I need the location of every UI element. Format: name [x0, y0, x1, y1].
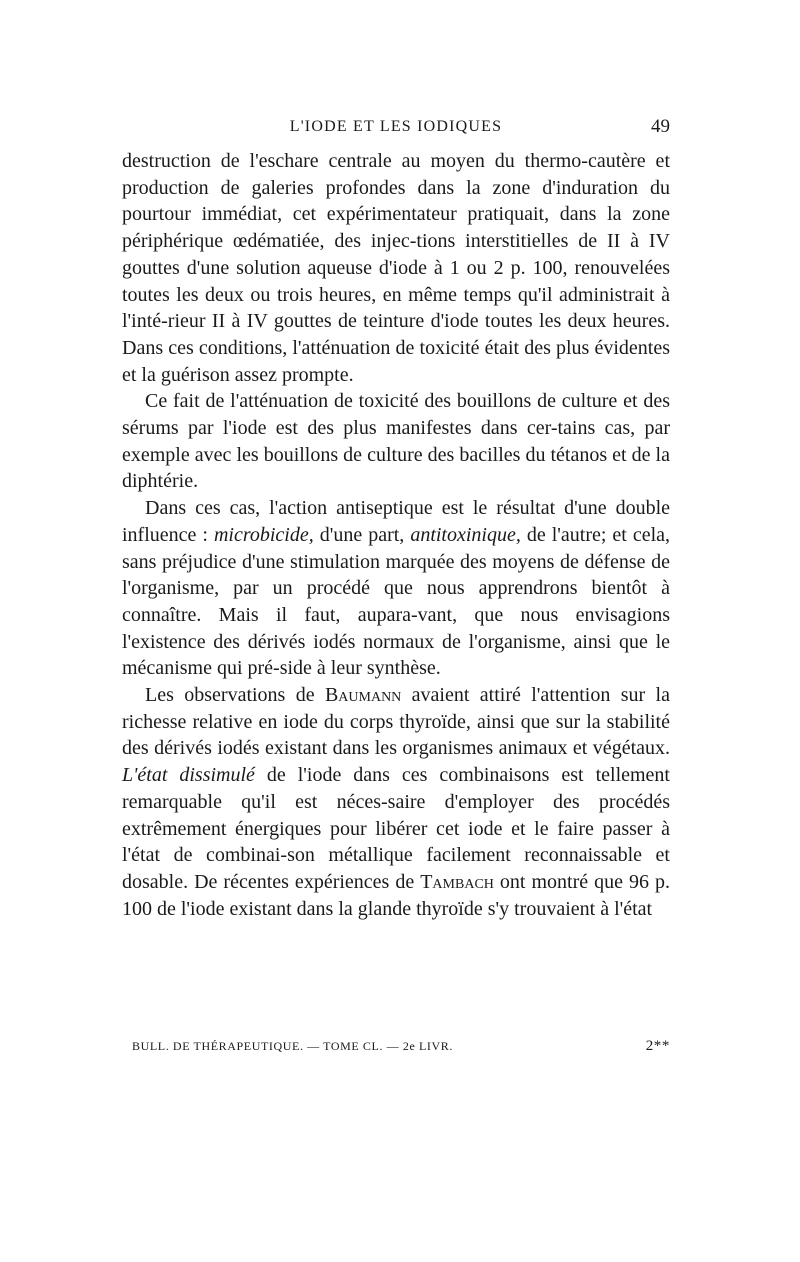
- paragraph-3-text-c: de l'autre; et cela, sans préjudice d'une stimulation marquée des moyens de défense de l'organisme, par un procédé que nous apprendrons bientôt à connaître. Mais il faut, aupara-vant, que nous envisagions l'existence des dérivés iodés normaux de l'organisme, ainsi que le mécanisme qui pré-side à leur synthèse.: [122, 523, 671, 680]
- paragraph-3: [122, 495, 670, 682]
- paragraph-4-text-a: Les observations de: [145, 684, 325, 707]
- author-name-tambach: Tambach: [420, 870, 494, 893]
- signature-mark: 2**: [645, 1038, 670, 1054]
- paragraph-3-text-a: Dans ces cas, l'action antiseptique est le résultat d'une double influence :: [122, 497, 670, 546]
- italic-term-antitoxinique: antitoxinique,: [410, 523, 521, 546]
- paragraph-4-text-b: avaient attiré l'attention sur la richesse relative en iode du corps thyroïde, ainsi que sur la stabilité des dérivés iodés existant dans les organismes animaux et végétaux.: [122, 684, 670, 760]
- paragraph-1: destruction de l'eschare centrale au moyen du thermo-cautère et production de galeries profondes dans la zone d'induration du pourtour immédiat, cet expérimentateur pratiquait, dans la zone périphérique œdématiée, des injec-tions interstitielles de II à IV gouttes d'une solution aqueuse d'iode à 1 ou 2 p. 100, renouvelées toutes les deux ou trois heures, en même temps qu'il administrait à l'inté-rieur II à IV gouttes de teinture d'iode toutes les deux heures. Dans ces conditions, l'atténuation de toxicité était des plus évidentes et la guérison assez prompte.: [122, 150, 670, 386]
- running-title: L'IODE ET LES IODIQUES: [289, 118, 503, 135]
- page-header: [122, 114, 670, 140]
- paragraph-4-text-d: ont montré que 96 p. 100 de l'iode existant dans la glande thyroïde s'y trouvaient à l'état: [122, 870, 670, 920]
- paragraph-4-text-c: de l'iode dans ces combinaisons est tellement remarquable qu'il est néces-saire d'employer des procédés extrêmement énergiques pour libérer cet iode et le faire passer à l'état de combinai-son métallique facilement reconnaissable et dosable. De récentes expériences de: [122, 764, 670, 893]
- italic-term-microbicide: microbicide,: [213, 523, 314, 546]
- italic-term-etat-dissimule: L'état dissimulé: [122, 764, 255, 787]
- footer-imprint: BULL. DE THÉRAPEUTIQUE. — TOME CL. — 2e LIVR.: [132, 1039, 453, 1053]
- paragraph-4: [122, 682, 670, 922]
- paragraph-3-text-b: d'une part,: [313, 523, 411, 546]
- page-footer: [132, 1036, 670, 1056]
- body-text: [122, 148, 670, 922]
- page-number: 49: [651, 116, 670, 137]
- paragraph-2: Ce fait de l'atténuation de toxicité des bouillons de culture et des sérums par l'iode est des plus manifestes dans cer-tains cas, par exemple avec les bouillons de culture des bacilles du tétanos et de la diphtérie.: [122, 390, 670, 493]
- author-name-baumann: Baumann: [324, 684, 402, 707]
